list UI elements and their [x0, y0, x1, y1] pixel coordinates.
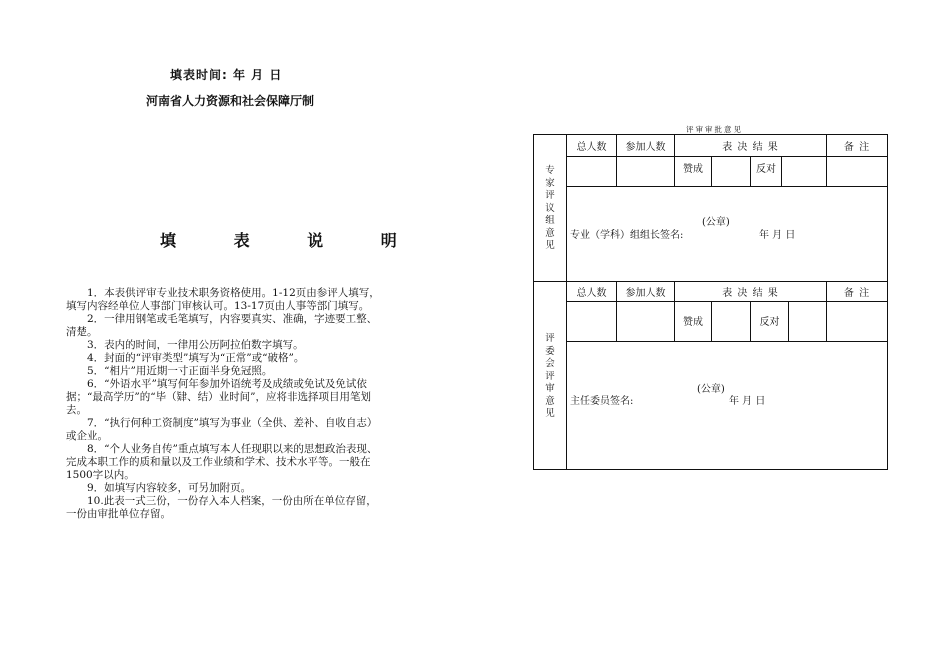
notes-title: 填 表 说 明 — [160, 231, 423, 250]
approval-caption: 评审审批意见 — [686, 125, 743, 134]
approve-label: 赞成 — [683, 317, 703, 328]
header-total: 总人数 — [576, 142, 607, 153]
col-line — [781, 157, 782, 186]
issuer-line: 河南省人力资源和社会保障厅制 — [146, 94, 315, 108]
oppose-label: 反对 — [756, 164, 776, 175]
note-item: 8．“个人业务自传”重点填写本人任现职以来的思想政治表现、完成本职工作的质和量以及工作业绩和学术、技术水平等。一般在1500字以内。 — [66, 443, 378, 481]
expert-section-label: 专 家 评 议 组 意 见 — [545, 165, 555, 251]
signer-label: 专业（学科）组组长签名: — [570, 230, 684, 241]
col-line — [711, 157, 712, 186]
signer-label: 主任委员签名: — [570, 396, 634, 407]
header-result: 表 决 结 果 — [722, 288, 779, 299]
seal-mark: (公章) — [697, 384, 725, 395]
note-item: 5．“相片”用近期一寸正面半身免冠照。 — [87, 365, 273, 377]
header-participants: 参加人数 — [625, 288, 666, 299]
note-item: 7．“执行何种工资制度”填写为事业（全供、差补、自收自志）或企业。 — [66, 417, 378, 442]
header-total: 总人数 — [576, 288, 607, 299]
header-remarks: 备 注 — [843, 142, 871, 153]
note-item: 2．一律用钢笔或毛笔填写，内容要真实、准确，字迹要工整、清楚。 — [66, 313, 378, 338]
note-item: 3．表内的时间，一律用公历阿拉伯数字填写。 — [87, 339, 304, 351]
row-line — [566, 186, 887, 187]
note-item: 9．如填写内容较多，可另加附页。 — [87, 482, 252, 494]
col-line — [788, 302, 789, 341]
note-item: 10.此表一式三份，一份存入本人档案，一份由所在单位存留，一份由审批单位存留。 — [66, 495, 377, 520]
note-item: 6．“外语水平”填写何年参加外语统考及成绩或免试及免试依据；“最高学历”的“毕（肄、结）业时间”，应将非选择项目用笔划去。 — [66, 378, 371, 416]
notes-list — [66, 287, 386, 521]
label-column-line — [566, 135, 567, 470]
approve-label: 赞成 — [683, 164, 703, 175]
fill-time-line: 填表时间: 年 月 日 — [170, 68, 283, 82]
row-line — [566, 156, 887, 157]
row-line — [566, 341, 887, 342]
seal-mark: (公章) — [702, 217, 730, 228]
header-remarks: 备 注 — [843, 288, 871, 299]
approval-table — [533, 134, 888, 470]
col-line — [711, 302, 712, 341]
section-divider — [534, 281, 887, 282]
sign-date: 年 月 日 — [729, 396, 766, 407]
sign-date: 年 月 日 — [759, 230, 796, 241]
header-result: 表 决 结 果 — [722, 142, 779, 153]
header-participants: 参加人数 — [625, 142, 666, 153]
oppose-label: 反对 — [759, 317, 780, 328]
committee-section-label: 评 委 会 评 审 意 见 — [545, 333, 555, 419]
note-item: 4．封面的“评审类型”填写为“正常”或“破格”。 — [87, 352, 305, 364]
note-item: 1．本表供评审专业技术职务资格使用。1-12页由参评人填写，填写内容经单位人事部门审核认可。13-17页由人事等部门填写。 — [66, 287, 380, 312]
row-line — [566, 301, 887, 302]
